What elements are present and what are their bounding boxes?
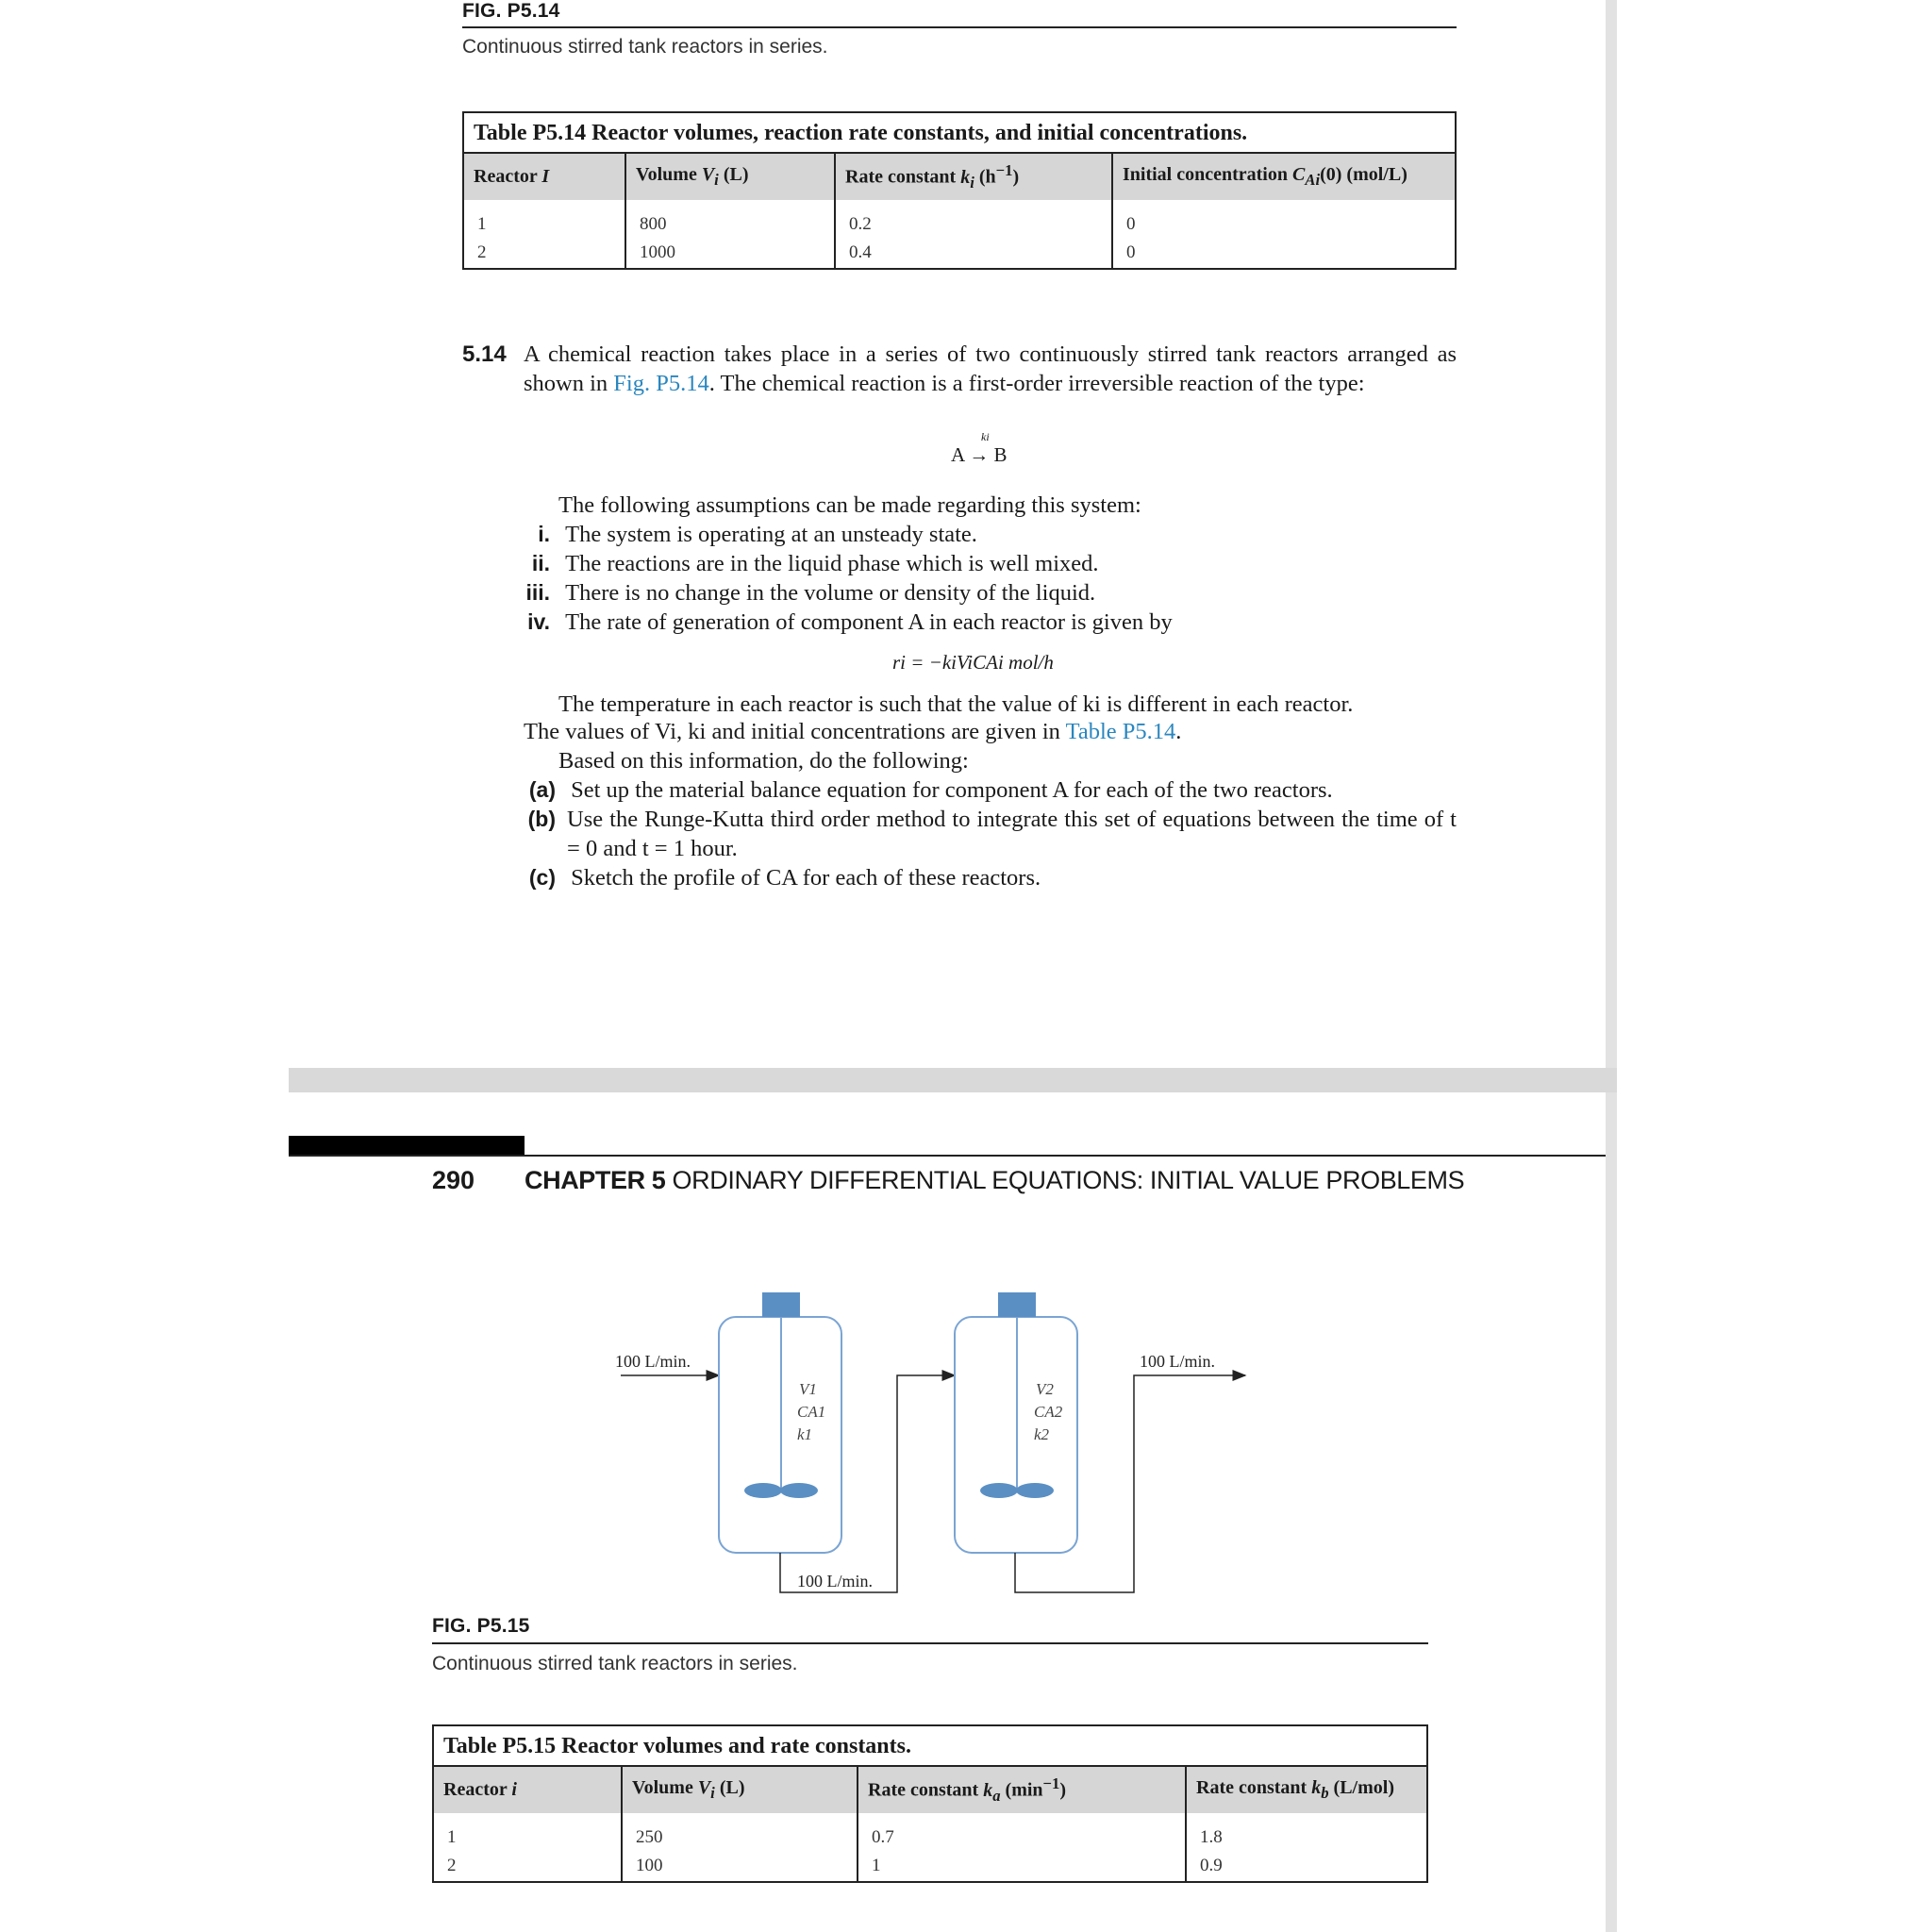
table-cell: 1 [433,1813,622,1853]
cstr-diagram [604,1283,1264,1604]
reactor-2-conc: CA2 [1034,1403,1063,1421]
table-cell: 0 [1126,213,1136,234]
table-cell: 1 [858,1853,1186,1882]
assumption-text: The reactions are in the liquid phase which is well mixed. [565,551,1099,576]
chapter-title [525,1166,1464,1195]
reactor-1-volume: V1 [799,1380,817,1398]
temperature-text: The temperature in each reactor is such that the value of ki is different in each reactor. [558,691,1354,717]
task-label: (b) [527,807,556,831]
assumption-label: iv. [527,609,550,634]
problem-number: 5.14 [462,341,507,367]
based-on-text: Based on this information, do the following: [558,748,969,774]
assumption-item [524,578,1095,608]
task-item [524,863,1041,892]
assumption-item [524,520,977,549]
table-cell: 100 [622,1853,858,1882]
table-cell: 0.7 [858,1813,1186,1853]
page-shadow-bottom [1606,1092,1617,1932]
table-cell: 250 [622,1813,858,1853]
reactor-2-impeller-left [980,1483,1018,1498]
table-cell: 1 [463,200,625,240]
table-cell: 2 [433,1853,622,1882]
values-text-start: The values of Vi, ki and initial concentrations are given in [524,719,1060,744]
assumptions-intro: The following assumptions can be made regarding this system: [558,492,1141,518]
reactor-2-motor [998,1292,1036,1317]
page-number: 290 [432,1166,475,1194]
fig-p515-caption: Continuous stirred tank reactors in series. [432,1653,798,1674]
assumption-label: iii. [525,580,550,605]
table-row [433,1853,1427,1882]
table-p514-link[interactable]: Table P5.14 [1065,719,1176,744]
table-cell: 1.8 [1200,1826,1223,1847]
problem-intro-text-end: . The chemical reaction is a first-order irreversible reaction of the type: [708,371,1365,396]
chapter-title-text: ORDINARY DIFFERENTIAL EQUATIONS: INITIAL VALUE PROBLEMS [672,1166,1465,1194]
table-p514 [462,111,1457,270]
reactor-2-k: k2 [1034,1425,1050,1443]
task-label: (c) [528,865,556,890]
reaction-rate-label: ki [981,430,990,443]
table-p515 [432,1724,1428,1883]
fig-p514-caption: Continuous stirred tank reactors in series. [462,36,828,58]
fig-p515-rule [432,1642,1428,1644]
fig-p514-rule [462,26,1457,28]
reactor-1-impeller-left [744,1483,782,1498]
table-header-cell: Rate constant $k_b$ (L/mol) [1186,1766,1427,1813]
reaction-text: A → B [951,443,1008,466]
table-cell: 2 [463,240,625,269]
assumption-label: ii. [531,551,550,575]
table-header-row [433,1766,1427,1813]
reaction-equation [951,430,1008,467]
table-header-cell: Initial concentration $C_{Ai}(0)$ (mol/L) [1112,153,1456,200]
task-text: Use the Runge-Kutta third order method to integrate this set of equations between the time of t = 0 and t = 1 hour. [567,807,1457,861]
task-item [524,805,1457,863]
chapter-rule [289,1155,1606,1157]
fig-p514-link[interactable]: Fig. P5.14 [613,371,709,396]
fig-p514-label: FIG. P5.14 [462,0,560,22]
table-header-cell: Reactor I [463,153,625,200]
task-text: Set up the material balance equation for component A for each of the two reactors. [571,777,1333,803]
table-header-cell: Volume $V_i$ (L) [625,153,835,200]
assumption-text: There is no change in the volume or density of the liquid. [565,580,1096,606]
fig-p515-label: FIG. P5.15 [432,1615,530,1637]
table-cell: 0.2 [835,200,1112,240]
task-item [524,775,1333,805]
assumption-item [524,608,1173,637]
table-cell: 0.9 [1200,1855,1223,1875]
table-cell: 0 [1126,242,1136,262]
table-row [463,200,1456,240]
values-text [524,717,1181,746]
task-label: (a) [528,777,556,802]
table-header-cell: Reactor i [433,1766,622,1813]
table-row [463,240,1456,269]
table-header-cell: Rate constant $k_a$ $(\min^{-1})$ [858,1766,1186,1813]
table-p515-title: Table P5.15 Reactor volumes and rate constants. [432,1724,1428,1765]
page-shadow-top [1606,0,1617,1068]
reactor-1-conc: CA1 [797,1403,826,1421]
reactor-1-k: k1 [797,1425,813,1443]
reactor-1-impeller-right [780,1483,818,1498]
table-cell: 800 [625,200,835,240]
values-text-end: . [1175,719,1182,744]
table-header-cell: Rate constant $k_i$ $(h^{-1})$ [835,153,1112,200]
assumption-item [524,549,1099,578]
inlet-flow-label: 100 L/min. [615,1352,691,1371]
assumption-label: i. [538,522,550,546]
problem-intro-text: A chemical reaction takes place in a series of two continuously stirred tank reactors arranged as shown in [524,341,1457,396]
assumption-text: The system is operating at an unsteady state. [565,522,977,547]
chapter-bar [289,1136,525,1157]
table-row [433,1813,1427,1853]
task-text: Sketch the profile of CA for each of these reactors. [571,865,1041,891]
table-cell: 1000 [625,240,835,269]
table-cell: 0.4 [835,240,1112,269]
chapter-label: CHAPTER 5 [525,1166,666,1194]
problem-intro [524,340,1457,398]
outlet-flow-label: 100 L/min. [1140,1352,1215,1371]
between-flow-label: 100 L/min. [797,1572,873,1591]
table-p514-title: Table P5.14 Reactor volumes, reaction rate constants, and initial concentrations. [462,111,1457,152]
table-header-cell: Volume $V_i$ (L) [622,1766,858,1813]
page-gap [289,1068,1617,1092]
reactor-2-volume: V2 [1036,1380,1054,1398]
reactor-2-impeller-right [1016,1483,1054,1498]
table-header-row [463,153,1456,200]
assumption-text: The rate of generation of component A in each reactor is given by [565,609,1173,635]
rate-equation: ri = −kiViCAi mol/h [892,651,1054,674]
reactor-1-motor [762,1292,800,1317]
